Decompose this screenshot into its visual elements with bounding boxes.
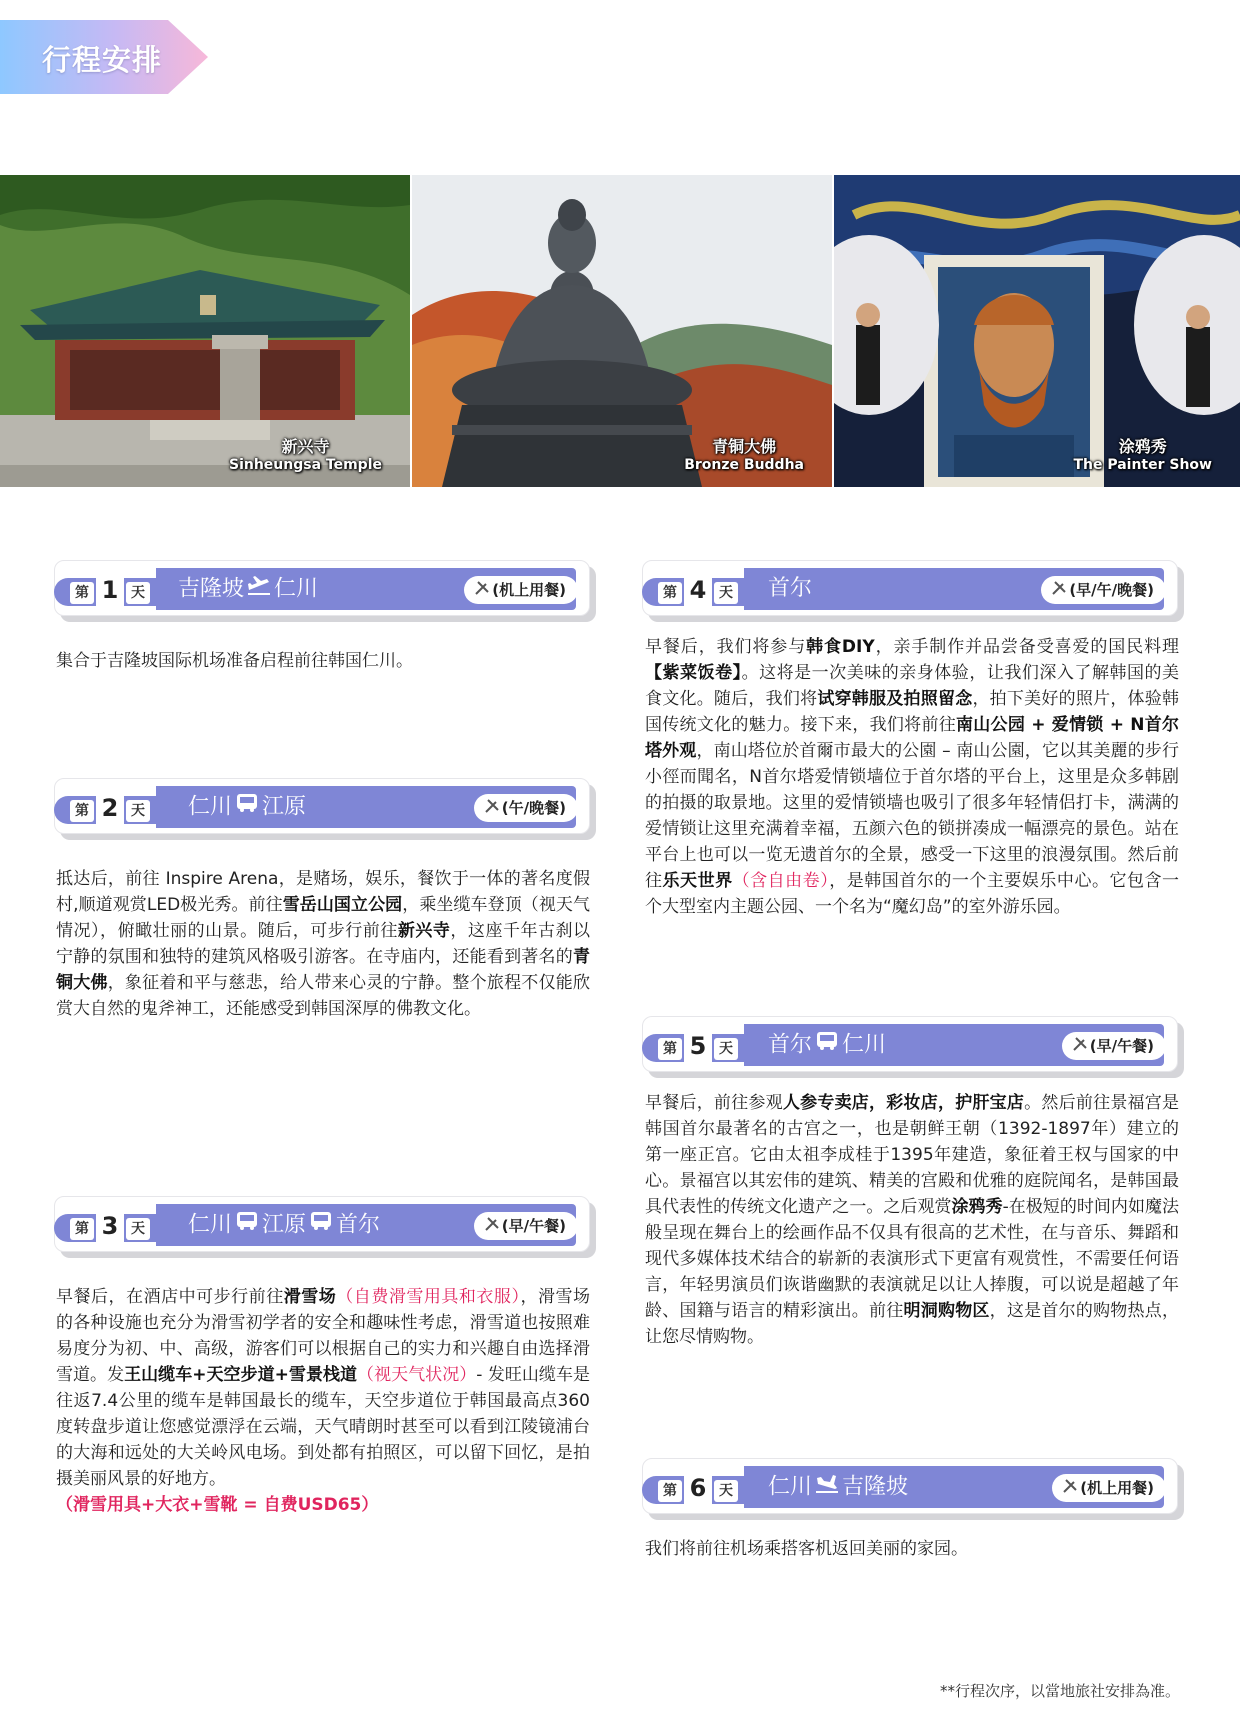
day-label-tian: 天: [126, 1218, 150, 1240]
bus-icon: [815, 1030, 839, 1061]
route-stop: 首尔: [768, 576, 813, 601]
meal-badge: [464, 576, 578, 604]
text-run: 早餐后，我们将参与: [645, 637, 807, 657]
day-number: 2: [96, 788, 124, 828]
text-run: ，这是首尔的购物热点，让您尽情购物。: [645, 1301, 1180, 1347]
day-5-description: [645, 1090, 1179, 1350]
meal-text: (机上用餐): [492, 581, 566, 599]
day-route: [768, 1030, 886, 1061]
utensils-icon: [474, 577, 490, 605]
meal-badge: [1062, 1032, 1166, 1060]
day-number: 3: [96, 1206, 124, 1246]
day-6-description: 我们将前往机场乘搭客机返回美丽的家园。: [645, 1539, 968, 1559]
route-stop: 首尔: [768, 1032, 813, 1058]
day-header-2: [54, 778, 590, 834]
day-route: [768, 1472, 908, 1503]
day-label-tian: 天: [126, 582, 150, 604]
route-stop: 仁川: [842, 1032, 887, 1058]
highlight-place: 王山缆车+天空步道+雪景栈道: [124, 1365, 358, 1385]
highlight-activity: 【紫菜饭卷】: [645, 663, 742, 683]
route-stop: 江原: [262, 1212, 307, 1238]
day-route: [188, 792, 306, 823]
day-header-1: [54, 560, 590, 616]
section-title-tab: [0, 20, 210, 94]
photo-sinheungsa-temple: [0, 175, 410, 487]
text-run: ，是韩国首尔的一个主要娱乐中心。它包含一个大型室内主题公园、一个名为“魔幻岛”的室外游乐园。: [645, 871, 1180, 917]
text-run: ，象征着和平与慈悲，给人带来心灵的宁静。整个旅程不仅能欣赏大自然的鬼斧神工，还能感受到韩国深厚的佛教文化。: [56, 973, 591, 1019]
meal-badge: [1041, 576, 1166, 604]
route-stop: 仁川: [188, 794, 233, 820]
highlight-place: 乐天世界: [662, 871, 733, 891]
meal-badge: [474, 1212, 578, 1240]
day-label-di: 第: [70, 582, 94, 604]
optional-note: （视天气状况）: [357, 1365, 477, 1385]
meal-text: (午/晚餐): [501, 799, 566, 817]
day-header-3: [54, 1196, 590, 1252]
highlight-place: 南山公园 + 爱情锁 + N首尔塔外观: [645, 715, 1179, 761]
text-run: ，滑雪场的各种设施也充分为滑雪初学者的安全和趣味性考虑，滑雪道也按照难易度分为初、中、高级，游客们可以根据自己的实力和兴趣自由选择滑雪道。发: [56, 1287, 591, 1385]
text-run: 。这将是一次美味的亲身体验，让我们深入了解韩国的美食文化。随后，我们将: [645, 663, 1180, 709]
meal-text: (机上用餐): [1080, 1479, 1154, 1497]
utensils-icon: [1051, 577, 1067, 605]
utensils-icon: [484, 1213, 500, 1241]
route-stop: 仁川: [274, 576, 319, 602]
photo-caption: [684, 437, 804, 475]
route-stop: 吉隆坡: [178, 576, 245, 602]
day-label-di: 第: [658, 582, 682, 604]
bus-icon: [235, 792, 259, 823]
highlight-place: 青铜大佛: [56, 947, 590, 993]
utensils-icon: [1072, 1033, 1088, 1061]
day-2-description: [56, 866, 590, 1022]
meal-text: (早/午/晚餐): [1069, 581, 1154, 599]
text-run: -在极短的时间内如魔法般呈现在舞台上的绘画作品不仅具有很高的艺术性，在与音乐、舞蹈和现代多媒体技术结合的崭新的表演形式下更富有观赏性，不需要任何语言，年轻男演员们诙谐幽默的表演就足以让人捧腹，可以说是超越了年龄、国籍与语言的精彩演出。前往: [645, 1197, 1180, 1321]
day-route: [188, 1210, 380, 1241]
page-title: 行程安排: [42, 43, 163, 77]
footnote: **行程次序，以當地旅社安排為准。: [939, 1682, 1180, 1700]
day-header-4: [642, 560, 1178, 616]
day-number: 4: [684, 570, 712, 610]
highlight-place: 雪岳山国立公园: [282, 895, 403, 915]
meal-text: (早/午餐): [501, 1217, 566, 1235]
optional-note: （含自由卷）: [732, 871, 830, 891]
highlight-place: 明洞购物区: [903, 1301, 990, 1321]
plane-arrive-icon: [815, 1472, 839, 1503]
utensils-icon: [1062, 1475, 1078, 1503]
day-label-di: 第: [658, 1480, 682, 1502]
day-route: [178, 574, 318, 605]
photo-painter-show: [834, 175, 1240, 487]
day-route: [768, 574, 812, 604]
highlight-activity: 韩食DIY: [806, 637, 875, 657]
day-label-tian: 天: [714, 582, 738, 604]
day-label-tian: 天: [714, 1038, 738, 1060]
caption-zh: 新兴寺: [281, 437, 330, 456]
meal-badge: [1052, 1474, 1166, 1502]
route-stop: 仁川: [188, 1212, 233, 1238]
highlight-place: 滑雪场: [283, 1287, 337, 1307]
meal-badge: [474, 794, 578, 822]
meal-text: (早/午餐): [1089, 1037, 1154, 1055]
route-stop: 吉隆坡: [842, 1474, 909, 1500]
text-run: ，亲手制作并品尝备受喜爱的国民料理: [874, 637, 1180, 657]
text-run: 早餐后，在酒店中可步行前往: [56, 1287, 284, 1307]
highlight-place: 人参专卖店，彩妆店，护肝宝店: [782, 1093, 1025, 1113]
day-label-tian: 天: [714, 1480, 738, 1502]
day-1-description: 集合于吉隆坡国际机场准备启程前往韩国仁川。: [56, 651, 413, 671]
text-run: ，这座千年古刹以宁静的氛围和独特的建筑风格吸引游客。在寺庙内，还能看到著名的: [56, 921, 591, 967]
caption-en: Bronze Buddha: [684, 457, 804, 473]
bus-icon: [309, 1210, 333, 1241]
caption-en: Sinheungsa Temple: [228, 457, 382, 473]
day-header-6: [642, 1458, 1178, 1514]
day-number: 6: [684, 1468, 712, 1508]
optional-note: （自费滑雪用具和衣服）: [336, 1287, 521, 1307]
day-label-di: 第: [70, 800, 94, 822]
text-run: 。然后前往景福宫是韩国首尔最著名的古宫之一，也是朝鲜王朝（1392-1897年）建立的第一座正宫。它由太祖李成桂于1395年建造，象征着王权与国家的中心。景福宫以其宏伟的建筑、精美的宫殿和优雅的庭院闻名，是韩国最具代表性的传统文化遗产之一。之后观赏: [645, 1093, 1180, 1217]
day-3-description: [56, 1284, 590, 1518]
text-run: ，乘坐缆车登顶（视天气情况），俯瞰壮丽的山景。随后，可步行前往: [56, 895, 591, 941]
day-number: 5: [684, 1026, 712, 1066]
caption-en: The Painter Show: [1073, 457, 1212, 473]
caption-zh: 涂鸦秀: [1118, 437, 1167, 456]
route-stop: 首尔: [336, 1212, 381, 1238]
day-label-di: 第: [658, 1038, 682, 1060]
photo-strip: [0, 175, 1240, 487]
bus-icon: [235, 1210, 259, 1241]
day-label-di: 第: [70, 1218, 94, 1240]
caption-zh: 青铜大佛: [712, 437, 777, 456]
utensils-icon: [484, 795, 500, 823]
highlight-activity: 涂鸦秀: [951, 1197, 1003, 1217]
day-header-5: [642, 1016, 1178, 1072]
text-run: 早餐后，前往参观: [645, 1093, 783, 1113]
highlight-activity: 试穿韩服及拍照留念: [817, 689, 973, 709]
text-run: ，南山塔位於首爾市最大的公園 – 南山公園，它以其美麗的步行小徑而聞名，N首尔塔爱情锁墙位于首尔塔的平台上，这里是众多韩剧的拍摄的取景地。这里的爱情锁墙也吸引了很多年轻情侣打卡，满满的爱情锁让这里充满着幸福，五颜六色的锁拼凑成一幅漂亮的景色。站在平台上也可以一览无遗首尔的全景，感受一下这里的浪漫氛围。然后前往: [645, 741, 1180, 891]
plane-depart-icon: [247, 574, 271, 605]
photo-caption: [1073, 437, 1212, 475]
route-stop: 江原: [262, 794, 307, 820]
day-4-description: [645, 634, 1179, 920]
highlight-place: 新兴寺: [397, 921, 451, 941]
photo-bronze-buddha: [412, 175, 832, 487]
route-stop: 仁川: [768, 1474, 813, 1500]
text-run: - 发旺山缆车是往返7.4公里的缆车是韩国最长的缆车，天空步道位于韩国最高点360度转盘步道让您感觉漂浮在云端，天气晴朗时甚至可以看到江陵镜浦台的大海和远处的大关岭风电场。到处都有拍照区，可以留下回忆，是拍摄美丽风景的好地方。: [56, 1365, 590, 1489]
text-run: ，拍下美好的照片，体验韩国传统文化的魅力。接下来，我们将前往: [645, 689, 1180, 735]
photo-caption: [229, 437, 382, 475]
day-label-tian: 天: [126, 800, 150, 822]
text-run: 抵达后，前往 Inspire Arena，是赌场，娱乐，餐饮于一体的著名度假村,顺道观赏LED极光秀。前往: [56, 869, 590, 915]
day-number: 1: [96, 570, 124, 610]
ski-fee-note: （滑雪用具+大衣+雪靴 = 自费USD65）: [56, 1495, 379, 1515]
